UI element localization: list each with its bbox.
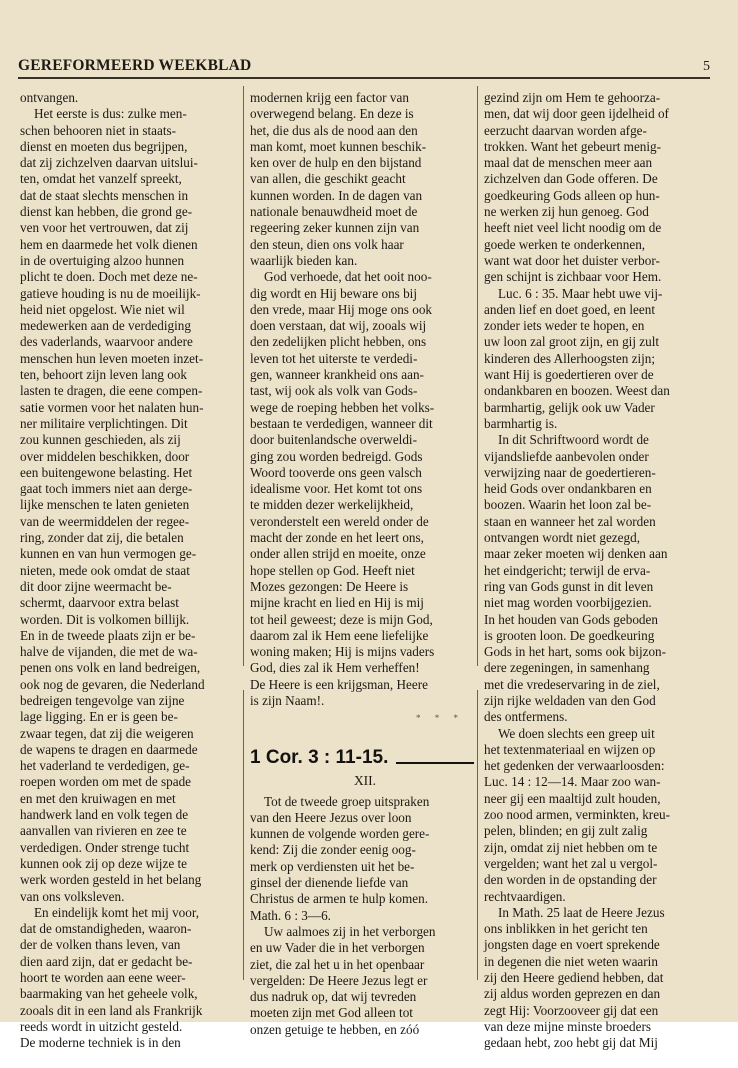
text-line: regeering zeker kunnen zijn van — [250, 220, 420, 236]
text-line: onzen getuige te hebben, en zóó — [250, 1021, 420, 1037]
text-line: heid niet opgelost. Wie niet wil — [20, 301, 185, 317]
text-line: goedkeuring Gods alleen op hun- — [484, 187, 660, 203]
text-line: zwaar tegen, dat zij die weigeren — [20, 725, 194, 741]
text-line: het gedenken der verwaarloosden: — [484, 758, 665, 774]
text-line: vergelden: De Heere Jezus legt er — [250, 972, 428, 988]
text-line: gedaan hebt, zoo hebt gij dat Mij — [484, 1035, 658, 1051]
text-line: Uw aalmoes zij in het verborgen — [264, 923, 436, 939]
text-line: De Heere is een krijgsman, Heere — [250, 676, 428, 692]
text-line: nationale benauwdheid moet de — [250, 204, 418, 220]
text-line: schen behooren niet in staats- — [20, 122, 177, 138]
text-line: Woord tooverde ons geen valsch — [250, 464, 422, 480]
text-line: merk op verdiensten uit het be- — [250, 858, 415, 874]
text-line: En eindelijk komt het mij voor, — [34, 904, 200, 920]
text-line: aanvallen van rivieren en zee te — [20, 823, 187, 839]
text-line: In dit Schriftwoord wordt de — [498, 432, 649, 448]
text-line: boozen. Waarin het loon zal be- — [484, 497, 652, 513]
text-line: zichzelven dan Gode offeren. De — [484, 171, 658, 187]
text-line: dat de staat slechts menschen in — [20, 187, 189, 203]
text-line: veronderstelt een wereld onder de — [250, 513, 429, 529]
text-line: vijandsliefde aanbevolen onder — [484, 448, 649, 464]
text-line: want Hij is goedertieren over de — [484, 367, 654, 383]
text-line: reeds wordt in uitzicht gesteld. — [20, 1018, 183, 1034]
text-line: over middelen beschikken, door — [20, 448, 190, 464]
text-line: penen ons volk en land bedreigen, — [20, 660, 201, 676]
text-line: dere zegeningen, in samenhang — [484, 660, 650, 676]
text-line: zegt Hij: Voorzooveer gij dat een — [484, 1002, 659, 1018]
text-line: menschen hun leven moeten inzet- — [20, 350, 204, 366]
text-line: kunnen de volgende worden gere- — [250, 826, 430, 842]
text-line: God verhoede, dat het ooit noo- — [264, 269, 432, 285]
text-line: den steun, dien ons volk haar — [250, 236, 404, 252]
text-line: bestaan te verdedigen, wanneer dit — [250, 415, 433, 431]
text-line: De moderne techniek is in den — [20, 1035, 181, 1051]
text-line: heeft niet veel licht noodig om de — [484, 220, 662, 236]
text-line: Het eerste is dus: zulke men- — [34, 106, 187, 122]
text-line: want wat door het duister verbor- — [484, 252, 660, 268]
text-line: trokken. Want het gebeurt menig- — [484, 138, 662, 154]
text-line: zooals dit in een land als Frankrijk — [20, 1002, 203, 1018]
text-line: dus nadruk op, dat wij tevreden — [250, 989, 417, 1005]
text-line: ne werken zij hun genoeg. God — [484, 204, 649, 220]
text-line: En in de tweede plaats zijn er be- — [20, 627, 196, 643]
text-line: het textenmateriaal en wijzen op — [484, 741, 656, 757]
section-divider-asterisks: * * * — [416, 713, 464, 724]
text-line: kunnen en van hun vermogen ge- — [20, 546, 197, 562]
text-line: mijne kracht en lied en Hij is mij — [250, 595, 424, 611]
text-line: goede werken te onderkennen, — [484, 236, 646, 252]
text-line: zonder iets weder te hopen, en — [484, 318, 645, 334]
text-line: den vrede, maar Hij moge ons ook — [250, 301, 433, 317]
text-line: ken over de hulp en den bijstand — [250, 155, 422, 171]
text-line: zijn rijke weldaden van den God — [484, 692, 656, 708]
text-line: gen schijnt is zichbaar voor Hem. — [484, 269, 662, 285]
text-line: ging zou worden bedreigd. Gods — [250, 448, 423, 464]
text-line: en met den kruiwagen en met — [20, 790, 176, 806]
text-line: Mozes gezongen: De Heere is — [250, 578, 409, 594]
text-line: des ontfermens. — [484, 709, 568, 725]
text-line: de wapens te dragen en daarmede — [20, 741, 198, 757]
text-column-1 — [20, 90, 248, 1052]
text-line: Luc. 14 : 12—14. Maar zoo wan- — [484, 774, 661, 790]
text-line: neer gij een maaltijd zult houden, — [484, 790, 661, 806]
text-line: ten, behoort zijn leven lang ook — [20, 367, 187, 383]
text-line: waarlijk bieden kan. — [250, 252, 358, 268]
text-line: van den Heere Jezus over loon — [250, 809, 412, 825]
text-line: lage ligging. En er is geen be- — [20, 709, 178, 725]
text-line: wege de roeping hebben het volks- — [250, 399, 435, 415]
text-line: doen verstaan, dat wij, zooals wij — [250, 318, 427, 334]
text-line: in de overtuiging alzoo hunnen — [20, 252, 185, 268]
text-line: baarmaking van het geheele volk, — [20, 986, 198, 1002]
text-line: tast, wij ook als volk van Gods- — [250, 383, 418, 399]
text-line: God, dies zal ik Hem verheffen! — [250, 660, 420, 676]
text-line: zou kunnen geschieden, als zij — [20, 432, 181, 448]
text-line: zoo nood armen, verminkten, kreu- — [484, 807, 671, 823]
text-line: het eindgericht; terwijl de erva- — [484, 562, 651, 578]
heading-rule — [396, 762, 474, 764]
text-line: van allen, die geschikt geacht — [250, 171, 406, 187]
text-line: den zedelijken plicht hebben, ons — [250, 334, 427, 350]
text-line: eerzucht daarvan worden afge- — [484, 122, 647, 138]
text-line: pelen, blinden; en gij zult zalig — [484, 823, 648, 839]
text-line: dit door zijne weermacht be- — [20, 578, 172, 594]
text-line: Tot de tweede groep uitspraken — [264, 793, 430, 809]
text-line: medewerken aan de verdediging — [20, 318, 191, 334]
text-line: van de weermiddelen der regee- — [20, 513, 190, 529]
text-line: kinderen des Allerhoogsten zijn; — [484, 350, 656, 366]
text-line: van ons volksleven. — [20, 888, 125, 904]
text-line: daarom zal ik Hem eene liefelijke — [250, 627, 429, 643]
text-line: gaat toch immers niet aan derge- — [20, 481, 193, 497]
text-line: barmhartig, gelijk ook uw Vader — [484, 399, 655, 415]
section-heading — [250, 747, 480, 769]
text-column-3 — [484, 90, 714, 1052]
text-line: der de volken thans leven, van — [20, 937, 181, 953]
text-line: den worden in de opstanding der — [484, 872, 657, 888]
text-line: roepen worden om met de spade — [20, 774, 192, 790]
text-line: kunnen worden. In de dagen van — [250, 187, 423, 203]
text-line: ring van Gods gunst in dit leven — [484, 578, 654, 594]
text-line: barmhartig is. — [484, 415, 558, 431]
text-line: rechtvaardigen. — [484, 888, 566, 904]
text-line: ginsel der dienende liefde van — [250, 875, 409, 891]
text-line: kunnen ook zij op deze wijze te — [20, 855, 187, 871]
text-line: maal dat de menschen meer aan — [484, 155, 653, 171]
text-line: hoort te worden aan eene weer- — [20, 970, 186, 986]
text-line: hope stellen op God. Heeft niet — [250, 562, 415, 578]
text-line: staan en wanneer het zal worden — [484, 513, 656, 529]
text-line: Luc. 6 : 35. Maar hebt uwe vij- — [498, 285, 663, 301]
text-line: overwegend belang. En deze is — [250, 106, 414, 122]
text-line: idealisme voor. Het komt tot ons — [250, 481, 423, 497]
text-line: in degenen die niet weten waarin — [484, 953, 658, 969]
text-line: schermt, daarvoor extra belast — [20, 595, 179, 611]
text-line: men, dat wij door geen ijdelheid of — [484, 106, 669, 122]
text-line: zij aldus worden geprezen en dan — [484, 986, 661, 1002]
text-line: vergelden; want het zal u vergol- — [484, 855, 658, 871]
text-line: door buitenlandsche overweldi- — [250, 432, 417, 448]
text-line: dat de omstandigheden, waaron- — [20, 921, 192, 937]
text-line: ten, omdat het vanzelf spreekt, — [20, 171, 182, 187]
text-line: We doen slechts een greep uit — [498, 725, 655, 741]
text-line: worden. Dit is volkomen billijk. — [20, 611, 190, 627]
text-line: kend: Zij die zonder eenig oog- — [250, 842, 416, 858]
text-line: ring, zonder dat zij, die betalen — [20, 530, 184, 546]
text-line: onder allen strijd en moeite, onze — [250, 546, 426, 562]
publication-title: GEREFORMEERD WEEKBLAD — [18, 57, 252, 74]
text-line: verdedigen. Onder strenge tucht — [20, 839, 190, 855]
text-column-2 — [250, 90, 480, 1038]
text-line: dienst kan hebben, die grond ge- — [20, 204, 193, 220]
text-line: plicht te doen. Doch met deze ne- — [20, 269, 198, 285]
text-line: macht der zonde en het leert ons, — [250, 530, 424, 546]
text-line: het, die dus als de nood aan den — [250, 122, 418, 138]
text-line: Gods in het hart, soms ook bijzon- — [484, 644, 667, 660]
text-line: dien aard zijn, dat er gedacht be- — [20, 953, 193, 969]
text-line: werk worden gesteld in het belang — [20, 872, 202, 888]
section-heading-text: 1 Cor. 3 : 11-15. — [250, 747, 389, 769]
text-line: handwerk land en volk tegen de — [20, 807, 189, 823]
text-line: maar zeker moeten wij denken aan — [484, 546, 668, 562]
text-line: dig wordt en Hij beware ons bij — [250, 285, 418, 301]
page-number: 5 — [703, 59, 710, 74]
text-line: ner militaire verplichtingen. Dit — [20, 415, 188, 431]
text-line: een buitengewone belasting. Het — [20, 464, 193, 480]
text-line: In Math. 25 laat de Heere Jezus — [498, 904, 665, 920]
text-line: leven tot het uiterste te verdedi- — [250, 350, 418, 366]
text-line: het vaderland te verdedigen, ge- — [20, 758, 190, 774]
text-line: woning maken; Hij is mijns vaders — [250, 644, 435, 660]
text-line: uw loon zal groot zijn, en gij zult — [484, 334, 660, 350]
text-line: anden lief en doet goed, en leent — [484, 301, 655, 317]
text-line: van deze mijne minste broeders — [484, 1018, 651, 1034]
text-line: bedreigen tengevolge van zijne — [20, 692, 185, 708]
text-line: satie vormen voor het nalaten hun- — [20, 399, 204, 415]
text-line: moeten zijn met God alleen tot — [250, 1005, 413, 1021]
text-line: gezind zijn om Hem te gehoorza- — [484, 90, 661, 105]
text-line: man komt, moet kunnen beschik- — [250, 138, 427, 154]
text-line: jongsten dage en voert sprekende — [484, 937, 660, 953]
text-line: des vaderlands, waarvoor andere — [20, 334, 193, 350]
text-line: nieten, mede ook omdat de staat — [20, 562, 190, 578]
text-line: ziet, die zal het u in het openbaar — [250, 956, 425, 972]
text-line: hem en daarmede het volk dienen — [20, 236, 198, 252]
text-line: ondankbaren en boozen. Weest dan — [484, 383, 670, 399]
text-line: Christus de armen te hulp komen. — [250, 891, 428, 907]
text-line: en uw Vader die in het verborgen — [250, 940, 425, 956]
text-line: halve de vijanden, die met de wa- — [20, 644, 198, 660]
text-line: ven voor het vertrouwen, dat zij — [20, 220, 189, 236]
section-number: XII. — [353, 773, 377, 789]
text-line: te midden dezer werkelijkheid, — [250, 497, 414, 513]
text-line: dienst en moeten dus begrijpen, — [20, 138, 188, 154]
text-line: ook nog de gevaren, die Nederland — [20, 676, 205, 692]
text-line: gatieve houding is nu de moeilijk- — [20, 285, 201, 301]
text-line: zijn, omdat zij niet hebben om te — [484, 839, 658, 855]
text-line: is zijn Naam!. — [250, 692, 325, 708]
text-line: niet mag worden voorbijgezien. — [484, 595, 652, 611]
text-line: heid Gods over ondankbaren en — [484, 481, 652, 497]
text-line: In het houden van Gods geboden — [484, 611, 658, 627]
text-line: lijke menschen te laten genieten — [20, 497, 190, 513]
text-line: ontvangen wordt niet gezegd, — [484, 530, 641, 546]
running-header — [18, 57, 710, 79]
text-line: modernen krijg een factor van — [250, 90, 409, 105]
text-line: dat zij zichzelven daarvan uitslui- — [20, 155, 198, 171]
text-line: gen, wanneer krankheid ons aan- — [250, 367, 424, 383]
text-line: ons inblikken in het gericht ten — [484, 921, 648, 937]
text-line: zij den Heere gediend hebben, dat — [484, 970, 664, 986]
text-line: lasten te dragen, die eene compen- — [20, 383, 203, 399]
text-line: Math. 6 : 3—6. — [250, 907, 331, 923]
text-line: verwijzing naar de goedertieren- — [484, 464, 656, 480]
text-line: ontvangen. — [20, 90, 79, 105]
text-line: is grooten loon. De goedkeuring — [484, 627, 655, 643]
text-line: met die vredeservaring in de ziel, — [484, 676, 660, 692]
text-line: tot heil geweest; deze is mijn God, — [250, 611, 433, 627]
